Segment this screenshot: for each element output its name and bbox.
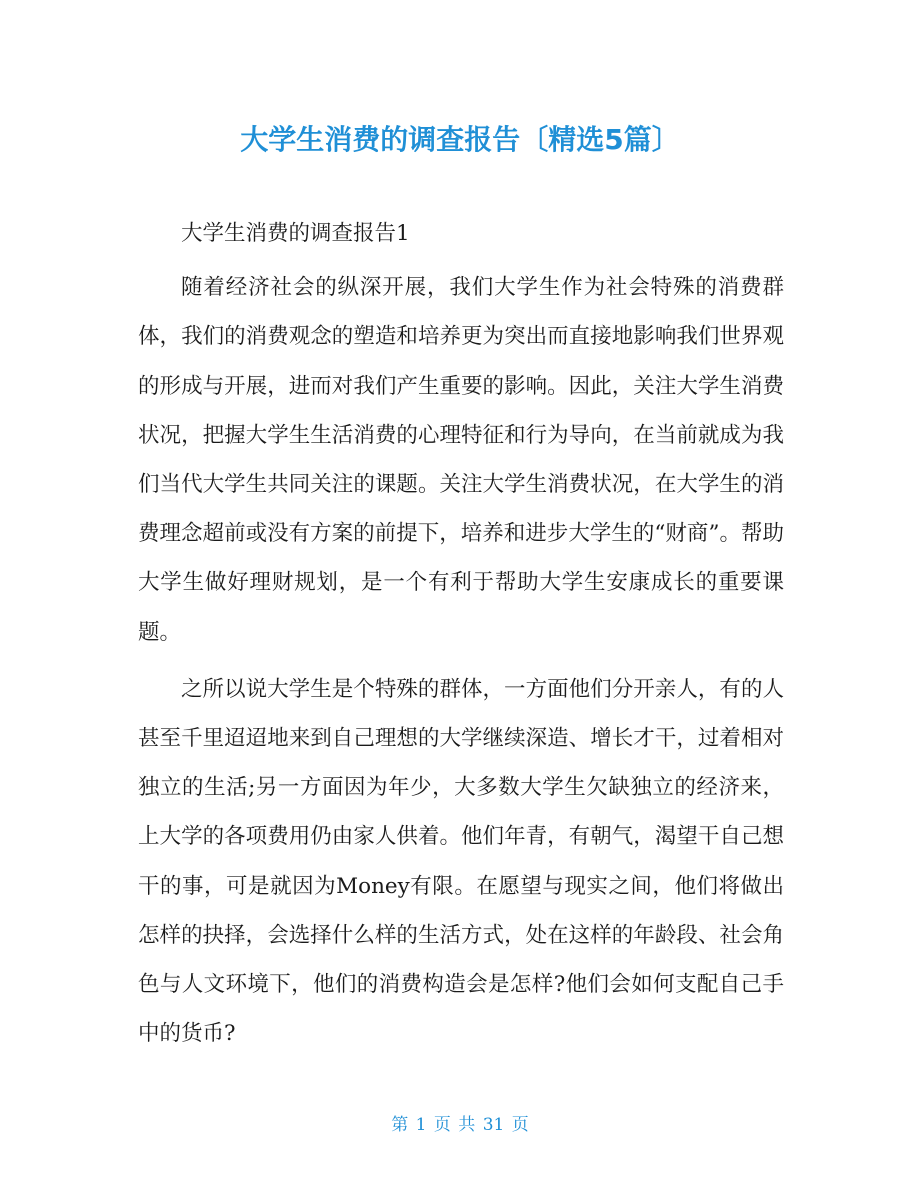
paragraph-2: 之所以说大学生是个特殊的群体，一方面他们分开亲人，有的人甚至千里迢迢地来到自己理想的大学继续深造、增长才干，过着相对独立的生活;另一方面因为年少，大多数大学生欠缺独立的经济来，上大学的各项费用仍由家人供着。他们年青，有朝气，渴望干自己想干的事，可是就因为Money有限。在愿望与现实之间，他们将做出怎样的抉择，会选择什么样的生活方式，处在这样的年龄段、社会角色与人文环境下，他们的消费构造会是怎样?他们会如何支配自己手中的货币? [138, 676, 784, 1047]
section-heading: 大学生消费的调查报告1 [181, 221, 410, 246]
paragraph-1: 随着经济社会的纵深开展，我们大学生作为社会特殊的消费群体，我们的消费观念的塑造和培养更为突出而直接地影响我们世界观的形成与开展，进而对我们产生重要的影响。因此，关注大学生消费状况，把握大学生生活消费的心理特征和行为导向，在当前就成为我们当代大学生共同关注的课题。关注大学生消费状况，在大学生的消费理念超前或没有方案的前提下，培养和进步大学生的“财商”。帮助大学生做好理财规划，是一个有利于帮助大学生安康成长的重要课题。 [138, 275, 784, 645]
document-title: 大学生消费的调查报告〔精选5篇〕 [240, 123, 680, 156]
page-number-footer: 第 1 页 共 31 页 [391, 1115, 529, 1135]
document-body [138, 209, 784, 1058]
